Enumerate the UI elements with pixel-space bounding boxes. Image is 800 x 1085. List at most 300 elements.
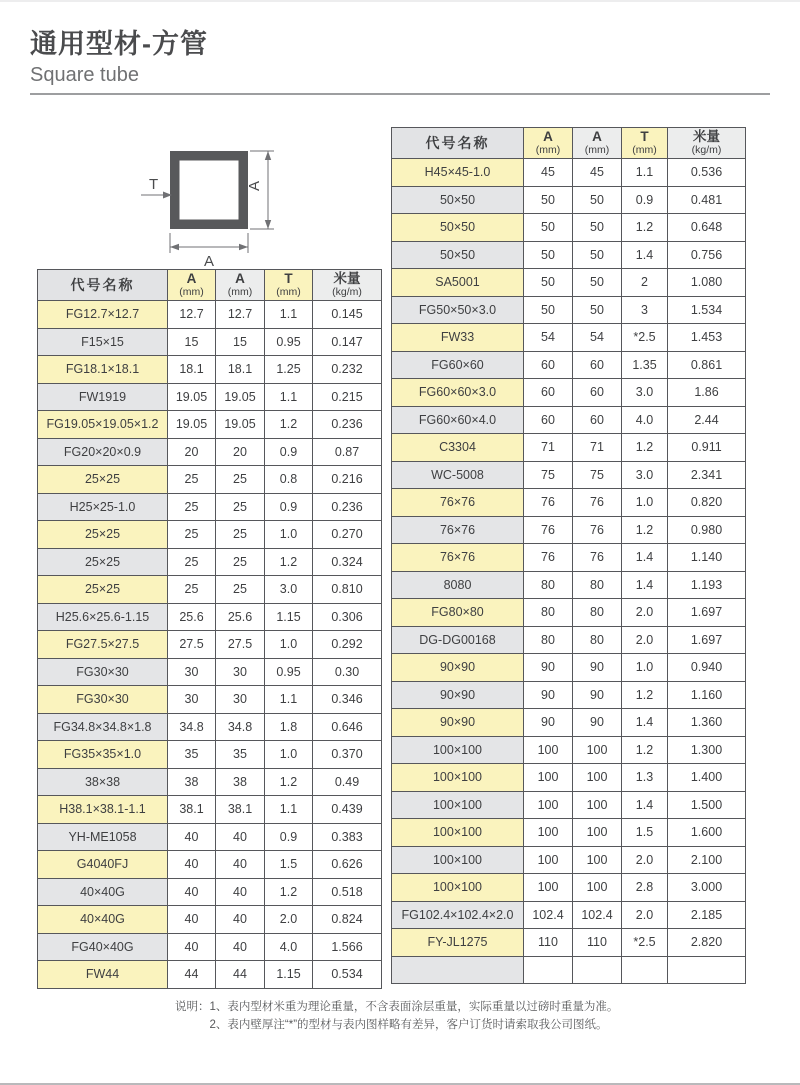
a2-cell: 60	[573, 351, 622, 379]
table-row	[38, 933, 382, 961]
title-divider	[30, 93, 770, 95]
a2-cell: 25	[216, 576, 265, 604]
meter-weight-cell: 0.370	[313, 741, 382, 769]
code-name-cell: C3304	[392, 434, 524, 462]
a1-cell: 100	[524, 764, 573, 792]
a1-cell: 40	[168, 878, 216, 906]
table-row	[392, 929, 746, 957]
code-name-cell: 100×100	[392, 846, 524, 874]
meter-weight-cell: 0.232	[313, 356, 382, 384]
a2-cell: 76	[573, 544, 622, 572]
code-name-cell: FG12.7×12.7	[38, 301, 168, 329]
a1-cell: 60	[524, 379, 573, 407]
meter-weight-cell: 0.49	[313, 768, 382, 796]
table-row	[38, 356, 382, 384]
t-cell: 1.4	[622, 709, 668, 737]
meter-weight-cell: 1.080	[668, 269, 746, 297]
meter-weight-cell: 0.518	[313, 878, 382, 906]
a1-cell: 76	[524, 516, 573, 544]
code-name-cell: FG27.5×27.5	[38, 631, 168, 659]
a2-cell: 38.1	[216, 796, 265, 824]
wall-thickness-label: T	[149, 176, 159, 193]
a1-cell: 20	[168, 438, 216, 466]
table-row	[38, 851, 382, 879]
meter-weight-cell: 0.534	[313, 961, 382, 989]
code-name-cell: 8080	[392, 571, 524, 599]
table-row	[392, 571, 746, 599]
code-name-cell: FW33	[392, 324, 524, 352]
content-area	[37, 127, 745, 989]
table-row	[38, 548, 382, 576]
t-cell: 2.0	[622, 626, 668, 654]
table-row	[38, 823, 382, 851]
table-row	[392, 434, 746, 462]
square-tube-cross-section-icon	[37, 127, 381, 269]
code-name-cell: 100×100	[392, 874, 524, 902]
a2-cell: 50	[573, 296, 622, 324]
a2-cell: 54	[573, 324, 622, 352]
t-cell: 1.5	[265, 851, 313, 879]
t-cell: 0.95	[265, 328, 313, 356]
t-cell: 2.0	[622, 901, 668, 929]
meter-weight-cell: 0.236	[313, 493, 382, 521]
t-cell: 1.0	[265, 521, 313, 549]
a2-cell: 102.4	[573, 901, 622, 929]
code-name-cell: FG30×30	[38, 686, 168, 714]
left-spec-table-header	[38, 270, 382, 301]
t-cell: 1.3	[622, 764, 668, 792]
table-row	[38, 768, 382, 796]
a1-cell: 90	[524, 709, 573, 737]
t-cell: 1.2	[265, 411, 313, 439]
a1-cell: 30	[168, 658, 216, 686]
table-row	[38, 576, 382, 604]
table-row	[38, 521, 382, 549]
meter-weight-cell: 0.940	[668, 654, 746, 682]
code-name-cell: 90×90	[392, 654, 524, 682]
a2-cell: 19.05	[216, 383, 265, 411]
t-cell: 3.0	[622, 379, 668, 407]
meter-weight-cell: 0.87	[313, 438, 382, 466]
right-spec-table-body	[392, 159, 746, 984]
code-name-cell	[392, 956, 524, 984]
table-row	[38, 383, 382, 411]
column-header-a1: A (mm)	[524, 128, 573, 159]
column-header-t: T (mm)	[265, 270, 313, 301]
dimension-a-bottom-label: A	[203, 253, 215, 269]
table-row	[38, 906, 382, 934]
left-spec-table	[37, 269, 382, 989]
a1-cell: 75	[524, 461, 573, 489]
t-cell: 3.0	[622, 461, 668, 489]
a2-cell: 44	[216, 961, 265, 989]
t-cell: 1.5	[622, 819, 668, 847]
code-name-cell: H25×25-1.0	[38, 493, 168, 521]
code-name-cell: H38.1×38.1-1.1	[38, 796, 168, 824]
t-cell: *2.5	[622, 929, 668, 957]
t-cell: 2.8	[622, 874, 668, 902]
footnote-line-2: 2、表内壁厚注“*”的型材与表内图样略有差异，客户订货时请索取我公司图纸。	[209, 1018, 608, 1031]
a2-cell: 34.8	[216, 713, 265, 741]
t-cell: 1.0	[265, 741, 313, 769]
t-cell: 2.0	[265, 906, 313, 934]
a1-cell: 19.05	[168, 383, 216, 411]
meter-weight-cell: 1.697	[668, 626, 746, 654]
a2-cell: 76	[573, 516, 622, 544]
a2-cell: 30	[216, 658, 265, 686]
t-cell: 4.0	[622, 406, 668, 434]
t-cell: 1.4	[622, 571, 668, 599]
left-column	[37, 127, 381, 989]
a2-cell: 45	[573, 159, 622, 187]
code-name-cell: FG20×20×0.9	[38, 438, 168, 466]
page-title: 通用型材-方管	[30, 29, 208, 59]
table-row	[38, 741, 382, 769]
table-row	[38, 603, 382, 631]
meter-weight-cell: 0.824	[313, 906, 382, 934]
a1-cell: 80	[524, 571, 573, 599]
table-row	[392, 599, 746, 627]
a1-cell: 38.1	[168, 796, 216, 824]
code-name-cell: 25×25	[38, 521, 168, 549]
table-row	[38, 493, 382, 521]
t-cell: 1.25	[265, 356, 313, 384]
t-cell: 1.1	[265, 301, 313, 329]
meter-weight-cell: 1.534	[668, 296, 746, 324]
a2-cell: 100	[573, 791, 622, 819]
meter-weight-cell: 0.536	[668, 159, 746, 187]
column-header-meter-weight: 米量 (kg/m)	[668, 128, 746, 159]
meter-weight-cell: 0.30	[313, 658, 382, 686]
a1-cell: 60	[524, 351, 573, 379]
t-cell: 1.1	[265, 686, 313, 714]
table-row	[392, 489, 746, 517]
a1-cell: 40	[168, 823, 216, 851]
table-row	[38, 438, 382, 466]
meter-weight-cell: 1.300	[668, 736, 746, 764]
a1-cell: 80	[524, 626, 573, 654]
table-row	[392, 791, 746, 819]
a1-cell: 15	[168, 328, 216, 356]
a1-cell: 76	[524, 489, 573, 517]
meter-weight-cell: 1.500	[668, 791, 746, 819]
code-name-cell: FG18.1×18.1	[38, 356, 168, 384]
table-row	[392, 544, 746, 572]
a2-cell: 50	[573, 241, 622, 269]
a1-cell: 50	[524, 269, 573, 297]
a1-cell: 50	[524, 241, 573, 269]
a2-cell: 25	[216, 548, 265, 576]
a2-cell: 30	[216, 686, 265, 714]
a2-cell: 80	[573, 626, 622, 654]
table-row	[392, 681, 746, 709]
meter-weight-cell: 0.980	[668, 516, 746, 544]
a1-cell: 30	[168, 686, 216, 714]
meter-weight-cell: 0.270	[313, 521, 382, 549]
left-spec-table-body	[38, 301, 382, 989]
t-cell: 1.15	[265, 961, 313, 989]
meter-weight-cell: 0.324	[313, 548, 382, 576]
code-name-cell: FG40×40G	[38, 933, 168, 961]
t-cell: 1.2	[622, 681, 668, 709]
t-cell: 1.2	[622, 434, 668, 462]
code-name-cell: 90×90	[392, 681, 524, 709]
table-row	[38, 411, 382, 439]
a1-cell: 110	[524, 929, 573, 957]
meter-weight-cell: 0.648	[668, 214, 746, 242]
table-row	[392, 736, 746, 764]
table-row	[38, 328, 382, 356]
a1-cell: 34.8	[168, 713, 216, 741]
t-cell: 2.0	[622, 599, 668, 627]
meter-weight-cell: 0.481	[668, 186, 746, 214]
code-name-cell: H25.6×25.6-1.15	[38, 603, 168, 631]
right-spec-table-header	[392, 128, 746, 159]
a1-cell: 25	[168, 493, 216, 521]
t-cell: 2	[622, 269, 668, 297]
meter-weight-cell: 0.346	[313, 686, 382, 714]
table-row	[392, 186, 746, 214]
a1-cell: 100	[524, 846, 573, 874]
a1-cell: 102.4	[524, 901, 573, 929]
meter-weight-cell: 1.566	[313, 933, 382, 961]
code-name-cell: 25×25	[38, 466, 168, 494]
meter-weight-cell: 3.000	[668, 874, 746, 902]
a2-cell: 40	[216, 851, 265, 879]
a2-cell: 100	[573, 764, 622, 792]
footnote-lines	[210, 999, 619, 1035]
right-spec-table	[391, 127, 746, 984]
a1-cell: 40	[168, 851, 216, 879]
a1-cell: 45	[524, 159, 573, 187]
t-cell: 0.9	[265, 493, 313, 521]
table-row	[392, 379, 746, 407]
a1-cell: 50	[524, 296, 573, 324]
a1-cell: 100	[524, 819, 573, 847]
meter-weight-cell: 0.820	[668, 489, 746, 517]
code-name-cell: 50×50	[392, 186, 524, 214]
a2-cell: 90	[573, 654, 622, 682]
table-row	[38, 878, 382, 906]
table-row	[38, 301, 382, 329]
table-row	[392, 846, 746, 874]
t-cell: 1.0	[622, 489, 668, 517]
code-name-cell: 50×50	[392, 214, 524, 242]
t-cell: 0.8	[265, 466, 313, 494]
code-name-cell: H45×45-1.0	[392, 159, 524, 187]
t-cell: 0.9	[622, 186, 668, 214]
t-cell: 1.2	[622, 516, 668, 544]
code-name-cell: FG60×60×4.0	[392, 406, 524, 434]
a2-cell: 25	[216, 493, 265, 521]
a1-cell: 12.7	[168, 301, 216, 329]
meter-weight-cell: 2.341	[668, 461, 746, 489]
a1-cell: 90	[524, 681, 573, 709]
meter-weight-cell: 1.86	[668, 379, 746, 407]
a1-cell: 35	[168, 741, 216, 769]
a1-cell: 50	[524, 186, 573, 214]
a1-cell: 25	[168, 548, 216, 576]
a1-cell: 100	[524, 874, 573, 902]
t-cell: 1.4	[622, 791, 668, 819]
code-name-cell: 76×76	[392, 489, 524, 517]
t-cell: 3.0	[265, 576, 313, 604]
t-cell: 1.4	[622, 544, 668, 572]
code-name-cell: 40×40G	[38, 878, 168, 906]
meter-weight-cell: 2.820	[668, 929, 746, 957]
meter-weight-cell: 2.44	[668, 406, 746, 434]
meter-weight-cell: 0.236	[313, 411, 382, 439]
a2-cell: 18.1	[216, 356, 265, 384]
column-header-code-name: 代号名称	[392, 128, 524, 159]
column-header-meter-weight: 米量 (kg/m)	[313, 270, 382, 301]
table-row	[392, 654, 746, 682]
code-name-cell: F15×15	[38, 328, 168, 356]
a2-cell: 76	[573, 489, 622, 517]
meter-weight-cell: 1.400	[668, 764, 746, 792]
a2-cell: 80	[573, 571, 622, 599]
a1-cell: 18.1	[168, 356, 216, 384]
t-cell: 0.9	[265, 823, 313, 851]
code-name-cell: 100×100	[392, 791, 524, 819]
a1-cell: 80	[524, 599, 573, 627]
footnote-prefix: 说明：	[175, 1001, 210, 1013]
table-row	[392, 901, 746, 929]
meter-weight-cell: 0.383	[313, 823, 382, 851]
a1-cell: 38	[168, 768, 216, 796]
table-row	[38, 961, 382, 989]
a2-cell: 40	[216, 878, 265, 906]
square-tube-diagram	[37, 127, 381, 269]
t-cell: 3	[622, 296, 668, 324]
t-cell: 1.8	[265, 713, 313, 741]
meter-weight-cell: 2.185	[668, 901, 746, 929]
table-row	[38, 713, 382, 741]
code-name-cell: WC-5008	[392, 461, 524, 489]
t-cell: 1.35	[622, 351, 668, 379]
a2-cell: 100	[573, 819, 622, 847]
a1-cell: 90	[524, 654, 573, 682]
meter-weight-cell: 0.147	[313, 328, 382, 356]
a1-cell: 44	[168, 961, 216, 989]
a1-cell: 76	[524, 544, 573, 572]
a2-cell: 60	[573, 406, 622, 434]
table-row	[38, 466, 382, 494]
code-name-cell: FG35×35×1.0	[38, 741, 168, 769]
meter-weight-cell: 1.453	[668, 324, 746, 352]
meter-weight-cell: 0.145	[313, 301, 382, 329]
code-name-cell: YH-ME1058	[38, 823, 168, 851]
meter-weight-cell: 0.216	[313, 466, 382, 494]
code-name-cell: FG50×50×3.0	[392, 296, 524, 324]
a2-cell: 60	[573, 379, 622, 407]
t-cell: 1.0	[622, 654, 668, 682]
a1-cell: 50	[524, 214, 573, 242]
t-cell: 1.2	[265, 548, 313, 576]
table-row	[38, 631, 382, 659]
code-name-cell: 100×100	[392, 764, 524, 792]
column-header-code-name: 代号名称	[38, 270, 168, 301]
a2-cell: 90	[573, 681, 622, 709]
t-cell: 1.2	[265, 768, 313, 796]
a1-cell: 25.6	[168, 603, 216, 631]
column-header-a2: A (mm)	[573, 128, 622, 159]
meter-weight-cell: 1.193	[668, 571, 746, 599]
t-cell: 1.15	[265, 603, 313, 631]
page-header	[30, 28, 770, 95]
code-name-cell: FW1919	[38, 383, 168, 411]
code-name-cell: DG-DG00168	[392, 626, 524, 654]
a2-cell: 40	[216, 906, 265, 934]
meter-weight-cell	[668, 956, 746, 984]
t-cell: 0.9	[265, 438, 313, 466]
meter-weight-cell: 1.160	[668, 681, 746, 709]
a1-cell: 54	[524, 324, 573, 352]
column-header-a2: A (mm)	[216, 270, 265, 301]
a2-cell: 12.7	[216, 301, 265, 329]
a2-cell: 100	[573, 736, 622, 764]
column-header-t: T (mm)	[622, 128, 668, 159]
table-row	[392, 956, 746, 984]
code-name-cell: G4040FJ	[38, 851, 168, 879]
meter-weight-cell: 0.292	[313, 631, 382, 659]
a2-cell: 40	[216, 823, 265, 851]
a1-cell: 40	[168, 906, 216, 934]
a2-cell: 100	[573, 846, 622, 874]
table-row	[38, 796, 382, 824]
a2-cell: 100	[573, 874, 622, 902]
meter-weight-cell: 0.215	[313, 383, 382, 411]
code-name-cell: FG80×80	[392, 599, 524, 627]
a1-cell: 19.05	[168, 411, 216, 439]
a2-cell: 25.6	[216, 603, 265, 631]
code-name-cell: 40×40G	[38, 906, 168, 934]
t-cell	[622, 956, 668, 984]
table-row	[392, 269, 746, 297]
table-row	[392, 461, 746, 489]
footnotes	[175, 999, 618, 1035]
table-row	[38, 658, 382, 686]
table-row	[392, 626, 746, 654]
a2-cell: 27.5	[216, 631, 265, 659]
a2-cell: 19.05	[216, 411, 265, 439]
code-name-cell: 76×76	[392, 544, 524, 572]
a2-cell: 15	[216, 328, 265, 356]
t-cell: 1.2	[622, 736, 668, 764]
t-cell: 1.2	[265, 878, 313, 906]
a1-cell: 27.5	[168, 631, 216, 659]
a2-cell: 110	[573, 929, 622, 957]
code-name-cell: SA5001	[392, 269, 524, 297]
footnote-line-1: 1、表内型材米重为理论重量，不含表面涂层重量，实际重量以过磅时重量为准。	[209, 1001, 619, 1013]
t-cell: 1.1	[265, 796, 313, 824]
table-row	[392, 351, 746, 379]
code-name-cell: 50×50	[392, 241, 524, 269]
table-row	[38, 686, 382, 714]
a2-cell: 35	[216, 741, 265, 769]
t-cell: 4.0	[265, 933, 313, 961]
table-row	[392, 406, 746, 434]
meter-weight-cell: 1.600	[668, 819, 746, 847]
column-header-a1: A (mm)	[168, 270, 216, 301]
a2-cell: 80	[573, 599, 622, 627]
t-cell: 1.1	[265, 383, 313, 411]
table-row	[392, 296, 746, 324]
a2-cell	[573, 956, 622, 984]
meter-weight-cell: 0.861	[668, 351, 746, 379]
t-cell: 0.95	[265, 658, 313, 686]
code-name-cell: 76×76	[392, 516, 524, 544]
